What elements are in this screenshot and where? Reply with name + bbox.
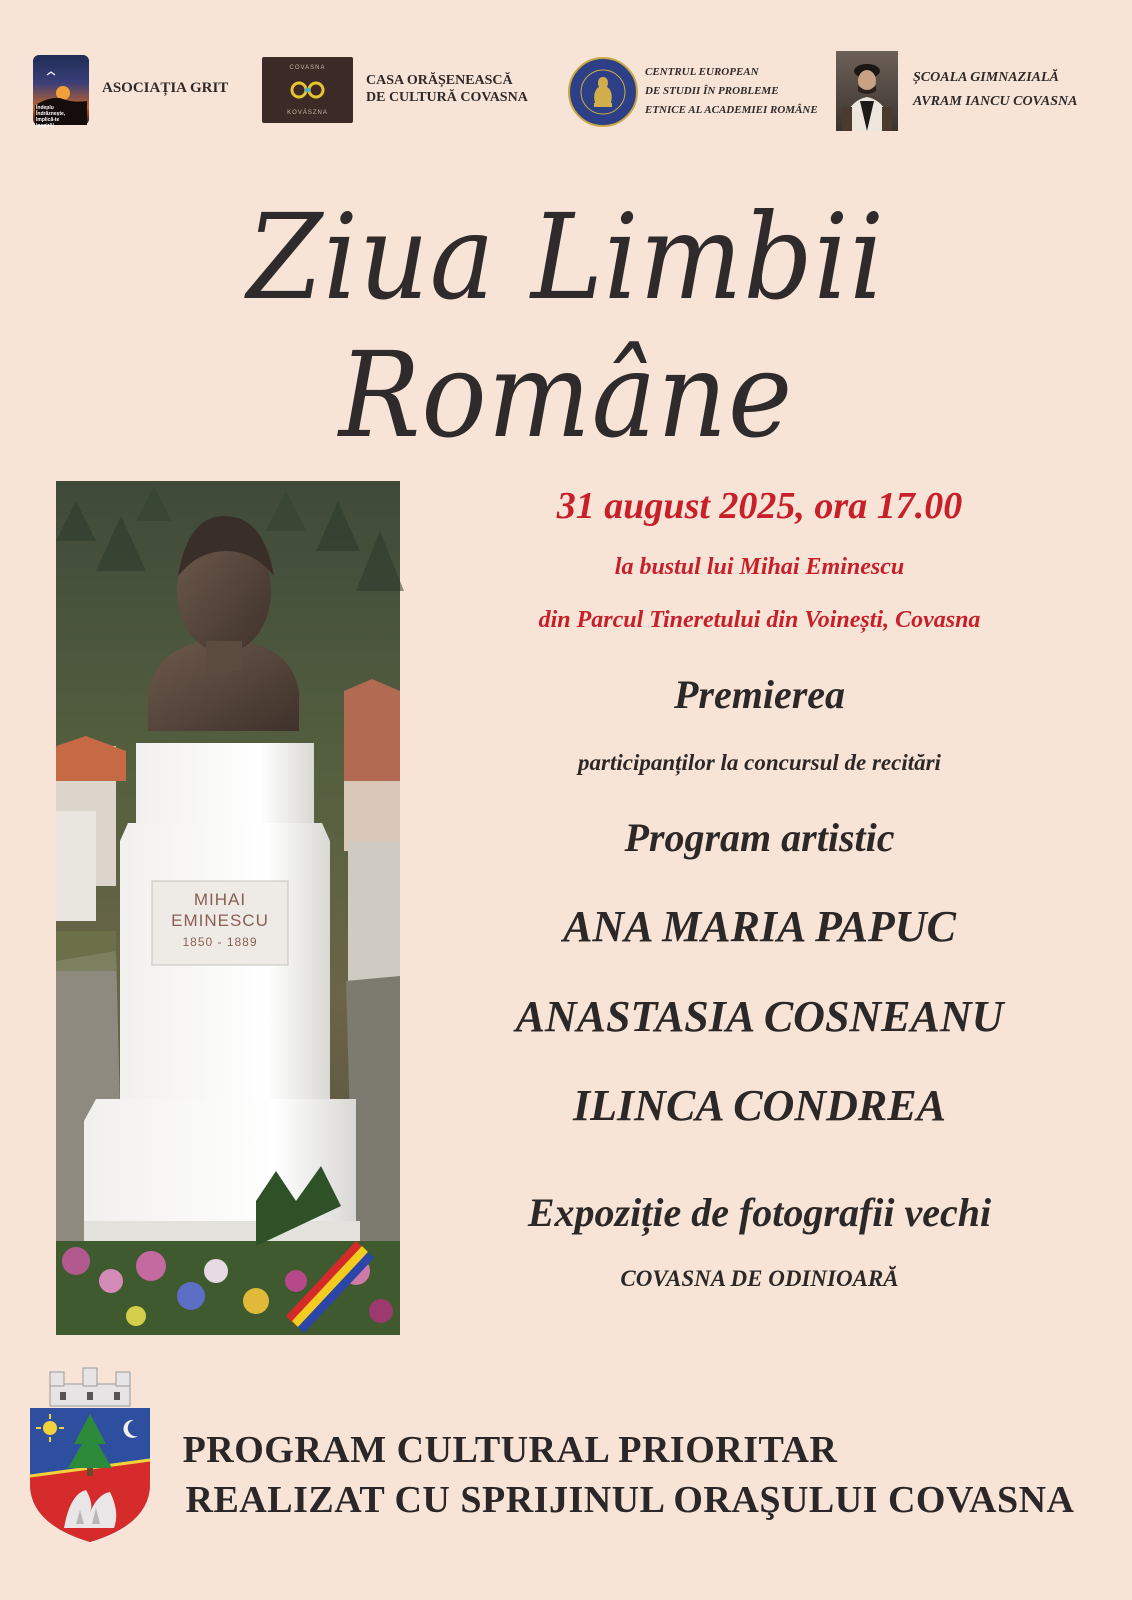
artist-3: ILINCA CONDREA	[573, 1081, 946, 1130]
partner-academia-line3: ETNICE AL ACADEMIEI ROMÂNE	[645, 104, 818, 116]
exhibition-heading: Expoziție de fotografii vechi	[527, 1190, 992, 1235]
artist-1: ANA MARIA PAPUC	[563, 902, 956, 951]
program-heading: Program artistic	[624, 815, 895, 860]
plaque-line1: MIHAI	[193, 890, 247, 909]
plaque-years: 1850 - 1889	[182, 935, 258, 949]
plaque-text	[152, 889, 288, 953]
partner-casa-line2: DE CULTURĂ COVASNA	[366, 90, 528, 105]
exhibition-subtitle: COVASNA DE ODINIOARĂ	[620, 1266, 899, 1291]
casa-logo-top-text: COVASNA	[289, 65, 326, 71]
premiere-subtitle: participanților la concursul de recitări	[578, 750, 941, 775]
event-location-line2: din Parcul Tineretului din Voinești, Covasna	[538, 607, 981, 633]
academia-seal-icon	[568, 57, 638, 127]
avram-iancu-portrait-icon	[836, 51, 898, 131]
partner-grit-name: ASOCIAȚIA GRIT	[102, 80, 229, 96]
partner-academia-name	[645, 63, 818, 120]
plaque-line2: EMINESCU	[171, 911, 269, 930]
event-location-line1: la bustul lui Mihai Eminescu	[614, 554, 905, 580]
partner-school-line2: AVRAM IANCU COVASNA	[913, 94, 1078, 109]
premiere-heading: Premierea	[673, 672, 846, 717]
grit-logo-icon	[33, 55, 89, 129]
footer-line2: REALIZAT CU SPRIJINUL ORAŞULUI COVASNA	[185, 1479, 1075, 1521]
artist-2: ANASTASIA COSNEANU	[515, 992, 1004, 1041]
casa-logo-bottom-text: KOVÁSZNA	[287, 110, 328, 116]
partner-casa-name	[366, 72, 528, 106]
partner-academia-line2: DE STUDII ÎN PROBLEME	[645, 85, 779, 97]
eminescu-bust-photo	[56, 481, 400, 1335]
partner-academia-line1: CENTRUL EUROPEAN	[645, 66, 759, 78]
footer-line1: PROGRAM CULTURAL PRIORITAR	[182, 1429, 838, 1471]
partner-casa-line1: CASA ORĂȘENEASCĂ	[366, 73, 513, 88]
covasna-coat-of-arms-icon	[26, 1364, 154, 1546]
partner-school-name	[913, 66, 1077, 114]
page-title: Ziua Limbii Române	[246, 188, 886, 464]
partner-school-line1: ȘCOALA GIMNAZIALĂ	[913, 70, 1059, 85]
casa-cultura-logo-icon	[262, 57, 353, 123]
grit-logo-text: Îndeplu Îndrăznește, Implică-te Inspiră!	[36, 105, 66, 129]
event-date: 31 august 2025, ora 17.00	[556, 485, 963, 527]
